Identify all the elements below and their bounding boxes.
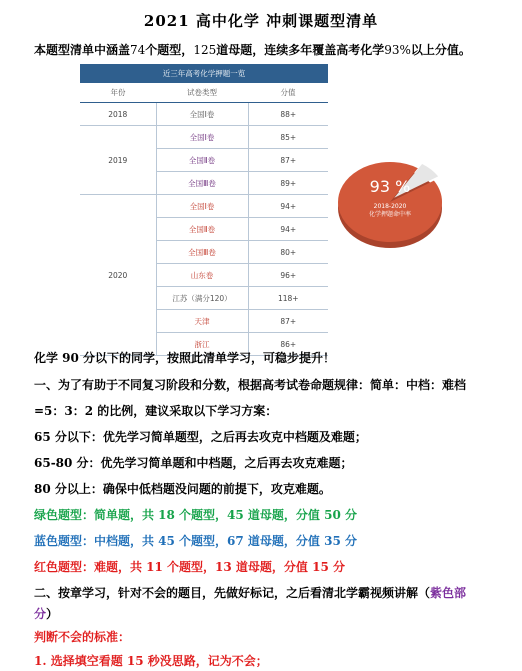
year-cell: 2019 [80,126,156,195]
line-criteria-1: 1. 选择填空看题 15 秒没思路，记为不会； [34,654,268,668]
paper-cell: 全国Ⅲ卷 [156,241,248,264]
table-row [80,195,328,218]
line-section-two [34,584,466,601]
line-target-students: 化学 90 分以下的同学，按照此清单学习，可稳步提升！ [34,351,336,365]
table-caption: 近三年高考化学押题一览 [80,64,328,83]
paper-cell: 浙江 [156,333,248,356]
score-cell: 96+ [248,264,328,287]
line-red-types: 红色题型：难题，共 11 个题型，13 道母题，分值 15 分 [34,560,345,574]
paper-cell: 全国Ⅲ卷 [156,172,248,195]
intro-paragraph [34,41,514,58]
line-plan-above-80: 80 分以上：确保中低档题没问题的前提下，攻克难题。 [34,482,331,496]
table-row [80,126,328,149]
table-header-paper: 试卷类型 [156,83,248,103]
paper-cell: 全国Ⅰ卷 [156,103,248,126]
score-cell: 85+ [248,126,328,149]
paper-cell: 天津 [156,310,248,333]
year-cell: 2018 [80,103,156,126]
paper-cell: 全国Ⅰ卷 [156,126,248,149]
score-cell: 87+ [248,310,328,333]
exam-hit-table-wrapper [80,64,328,356]
score-cell: 86+ [248,333,328,356]
pie-sub-range: 2018-2020 [373,203,407,210]
intro-num-questions: 125 [193,43,217,57]
hit-rate-pie-chart [334,152,462,252]
paper-cell: 山东卷 [156,264,248,287]
table-header-score: 分值 [248,83,328,103]
score-cell: 89+ [248,172,328,195]
score-cell: 94+ [248,218,328,241]
line-section-two-cont [34,605,58,622]
line-plan-below-65: 65 分以下：优先学习简单题型，之后再去攻克中档题及难题； [34,430,367,444]
score-cell: 94+ [248,195,328,218]
intro-text-2: 个题型， [145,43,194,57]
intro-text-1: 本题型清单中涵盖 [34,43,131,57]
line-ratio: =5：3：2 的比例，建议采取以下学习方案： [34,404,278,418]
paper-cell: 全国Ⅱ卷 [156,218,248,241]
line-blue-types: 蓝色题型：中档题，共 45 个题型，67 道母题，分值 35 分 [34,534,357,548]
score-cell: 87+ [248,149,328,172]
score-cell: 118+ [248,287,328,310]
line-plan-65-80: 65-80 分：优先学习简单题和中档题，之后再去攻克难题； [34,456,353,470]
score-cell: 88+ [248,103,328,126]
pie-sub-label: 化学押题命中率 [368,211,412,218]
line-green-types: 绿色题型：简单题，共 18 个题型，45 道母题，分值 50 分 [34,508,357,522]
table-row [80,103,328,126]
paper-cell: 江苏（满分120） [156,287,248,310]
score-cell: 80+ [248,241,328,264]
table-header-year: 年份 [80,83,156,103]
line-criteria-heading: 判断不会的标准： [34,630,131,644]
line-section-one: 一、为了有助于不同复习阶段和分数，根据高考试卷命题规律：简单：中档：难档 [34,378,467,392]
paper-cell: 全国Ⅱ卷 [156,149,248,172]
intro-text-3: 道母题，连续多年覆盖高考化学 [216,43,385,57]
intro-num-types: 74 [130,43,146,57]
intro-text-4: 以上分值。 [410,43,471,57]
section-two-text: 二、按章学习，针对不会的题目，先做好标记，之后看清北学霸视频讲解（ [34,586,431,600]
intro-num-percent: 93% [384,43,411,57]
table-body [80,103,328,356]
document-title: 2021 高中化学 冲刺课题型清单 [143,12,379,30]
section-two-close-paren: ） [46,607,59,621]
section-two-purple-cont: 分 [34,607,47,621]
year-cell: 2020 [80,195,156,356]
exam-hit-table [80,64,328,356]
paper-cell: 全国Ⅰ卷 [156,195,248,218]
section-two-purple: 紫色部 [430,586,467,600]
pie-percent-label: 93 % [369,177,411,196]
